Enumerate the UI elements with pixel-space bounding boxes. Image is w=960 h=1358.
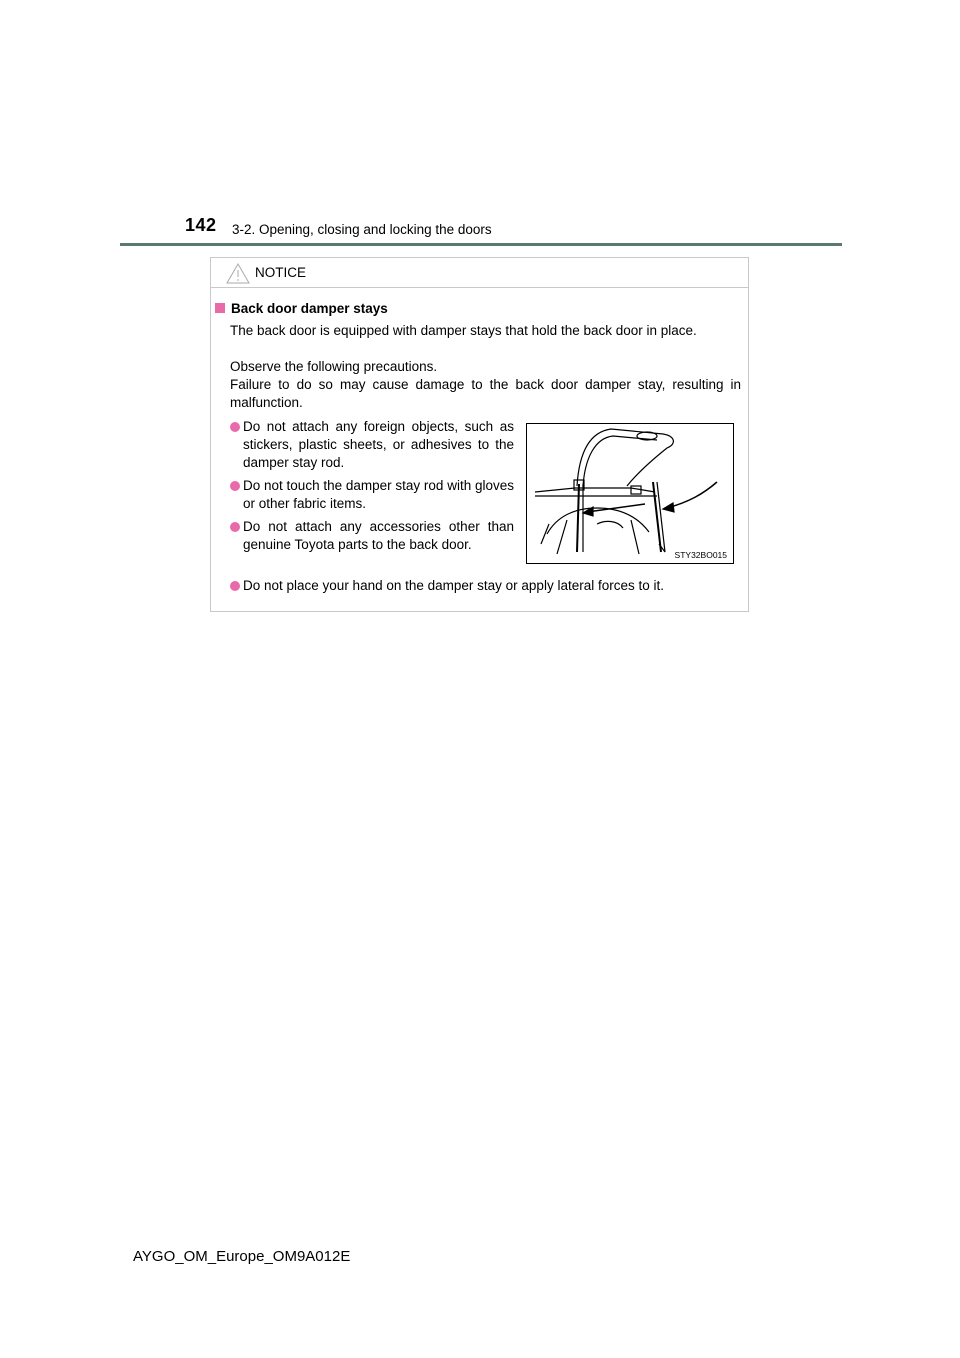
observe-paragraph: Observe the following precautions. <box>230 359 438 374</box>
list-item-text: Do not attach any foreign objects, such as stickers, plastic sheets, or adhesives to the damper stay rod. <box>243 419 514 470</box>
failure-paragraph: Failure to do so may cause damage to the back door damper stay, resulting in malfunction. <box>230 377 741 410</box>
section-heading <box>215 301 388 316</box>
list-item <box>230 518 514 554</box>
notice-header <box>211 258 748 288</box>
list-item-text: Do not place your hand on the damper stay or apply lateral forces to it. <box>243 578 664 593</box>
dot-bullet-icon <box>230 481 240 491</box>
precaution-list <box>230 418 514 559</box>
list-item-text: Do not touch the damper stay rod with gloves or other fabric items. <box>243 478 514 511</box>
dot-bullet-icon <box>230 522 240 532</box>
intro-paragraph: The back door is equipped with damper stays that hold the back door in place. <box>230 323 697 338</box>
document-code: AYGO_OM_Europe_OM9A012E <box>133 1248 351 1265</box>
damper-stay-illustration <box>526 423 734 564</box>
page-number: 142 <box>185 215 217 235</box>
section-title: 3-2. Opening, closing and locking the doors <box>232 222 492 237</box>
square-bullet-icon <box>215 303 225 313</box>
illustration-code: STY32BO015 <box>674 550 727 560</box>
notice-label: NOTICE <box>255 265 307 280</box>
list-item <box>230 477 514 513</box>
section-heading-text: Back door damper stays <box>231 301 388 316</box>
list-item-text: Do not attach any accessories other than genuine Toyota parts to the back door. <box>243 519 514 552</box>
header-divider <box>120 243 842 246</box>
list-item <box>230 577 745 595</box>
dot-bullet-icon <box>230 422 240 432</box>
list-item <box>230 418 514 472</box>
back-door-drawing <box>527 424 733 563</box>
notice-box <box>210 257 749 612</box>
warning-triangle-icon <box>226 263 250 284</box>
dot-bullet-icon <box>230 581 240 591</box>
